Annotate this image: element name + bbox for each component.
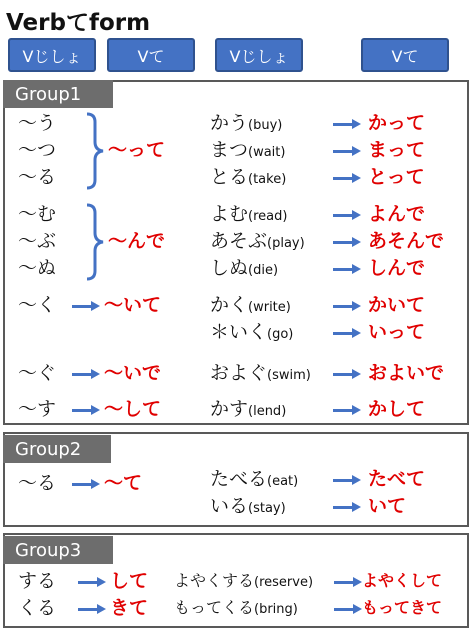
example-english: (play) — [267, 236, 305, 251]
example-verb: もってくる — [174, 598, 255, 617]
ending-tsu: ～つ — [18, 139, 57, 161]
arrow-icon — [334, 577, 362, 587]
example-english: (take) — [248, 172, 287, 187]
example-verb: まつ — [210, 139, 249, 161]
example-verb: かく — [210, 294, 249, 316]
arrow-icon — [333, 301, 361, 311]
arrow-icon — [333, 475, 361, 485]
rule-tte: ～って — [108, 139, 166, 161]
example-te-form: しんで — [368, 257, 426, 279]
arrow-icon — [333, 119, 361, 129]
header-dictionary-form-2: Vじしょ — [215, 38, 303, 72]
example-te-form: とって — [368, 166, 425, 188]
example-verb: かう — [210, 112, 249, 134]
arrow-icon — [333, 328, 361, 338]
header-dictionary-form-1: Vじしょ — [8, 38, 96, 72]
example-english: (wait) — [248, 145, 286, 160]
example-verb: たべる — [210, 468, 268, 490]
example-english: (bring) — [254, 602, 298, 617]
example-english: (buy) — [248, 118, 283, 133]
group2-ending: ～る — [18, 472, 57, 494]
example-te-form: いって — [368, 321, 426, 343]
group2-label: Group2 — [3, 435, 111, 463]
group3-te-form: きて — [110, 597, 149, 619]
example-english: (read) — [248, 209, 288, 224]
example-te-form: いて — [368, 495, 407, 517]
arrow-icon — [72, 301, 100, 311]
example-te-form: まって — [368, 139, 426, 161]
example-te-form: たべて — [368, 468, 426, 490]
rule-shite: ～して — [104, 398, 162, 420]
ending-gu: ～ぐ — [18, 362, 57, 384]
example-verb: よやくする — [174, 571, 255, 590]
example-verb: あそぶ — [210, 230, 268, 252]
arrow-icon — [333, 405, 361, 415]
example-verb: ＊いく — [210, 321, 268, 343]
example-te-form: かいて — [368, 294, 426, 316]
ending-mu: ～む — [18, 203, 57, 225]
header-te-form-1: Vて — [107, 38, 195, 72]
arrow-icon — [72, 479, 100, 489]
example-verb: よむ — [210, 203, 249, 225]
example-te-form: かって — [368, 112, 426, 134]
ending-su: ～す — [18, 398, 57, 420]
arrow-icon — [333, 210, 361, 220]
brace-a — [84, 112, 106, 190]
group2-rule: ～て — [104, 472, 143, 494]
example-verb: しぬ — [210, 257, 249, 279]
arrow-icon — [72, 369, 100, 379]
arrow-icon — [78, 604, 106, 614]
example-english: (swim) — [267, 368, 311, 383]
group3-label: Group3 — [3, 536, 113, 564]
arrow-icon — [333, 502, 361, 512]
arrow-icon — [333, 173, 361, 183]
arrow-icon — [333, 146, 361, 156]
page-title: Verbてform — [6, 10, 151, 36]
example-te-form: およいで — [368, 362, 445, 384]
example-english: (write) — [248, 300, 291, 315]
group3-verb: くる — [18, 597, 57, 619]
example-english: (go) — [267, 327, 294, 342]
ending-ku: ～く — [18, 294, 57, 316]
group3-te-form: して — [110, 570, 149, 592]
arrow-icon — [333, 264, 361, 274]
arrow-icon — [78, 577, 106, 587]
ending-nu: ～ぬ — [18, 257, 57, 279]
rule-nde: ～んで — [108, 230, 166, 252]
rule-ide: ～いで — [104, 362, 162, 384]
example-english: (die) — [248, 263, 279, 278]
arrow-icon — [334, 604, 362, 614]
example-english: (stay) — [248, 501, 286, 516]
example-english: (eat) — [267, 474, 299, 489]
rule-ite: ～いて — [104, 294, 162, 316]
arrow-icon — [333, 369, 361, 379]
example-te-form: よやくして — [362, 571, 443, 590]
arrow-icon — [72, 405, 100, 415]
ending-ru: ～る — [18, 166, 57, 188]
example-verb: いる — [210, 495, 249, 517]
ending-u: ～う — [18, 112, 57, 134]
example-verb: かす — [210, 398, 249, 420]
example-te-form: かして — [368, 398, 426, 420]
arrow-icon — [333, 237, 361, 247]
example-english: (lend) — [248, 404, 287, 419]
example-verb: およぐ — [210, 362, 268, 384]
example-te-form: あそんで — [368, 230, 445, 252]
brace-b — [84, 203, 106, 281]
header-te-form-2: Vて — [361, 38, 449, 72]
example-verb: とる — [210, 166, 249, 188]
group1-label: Group1 — [3, 80, 113, 108]
example-te-form: もってきて — [362, 598, 443, 617]
example-te-form: よんで — [368, 203, 426, 225]
ending-bu: ～ぶ — [18, 230, 57, 252]
group3-verb: する — [18, 570, 57, 592]
example-english: (reserve) — [254, 575, 314, 590]
